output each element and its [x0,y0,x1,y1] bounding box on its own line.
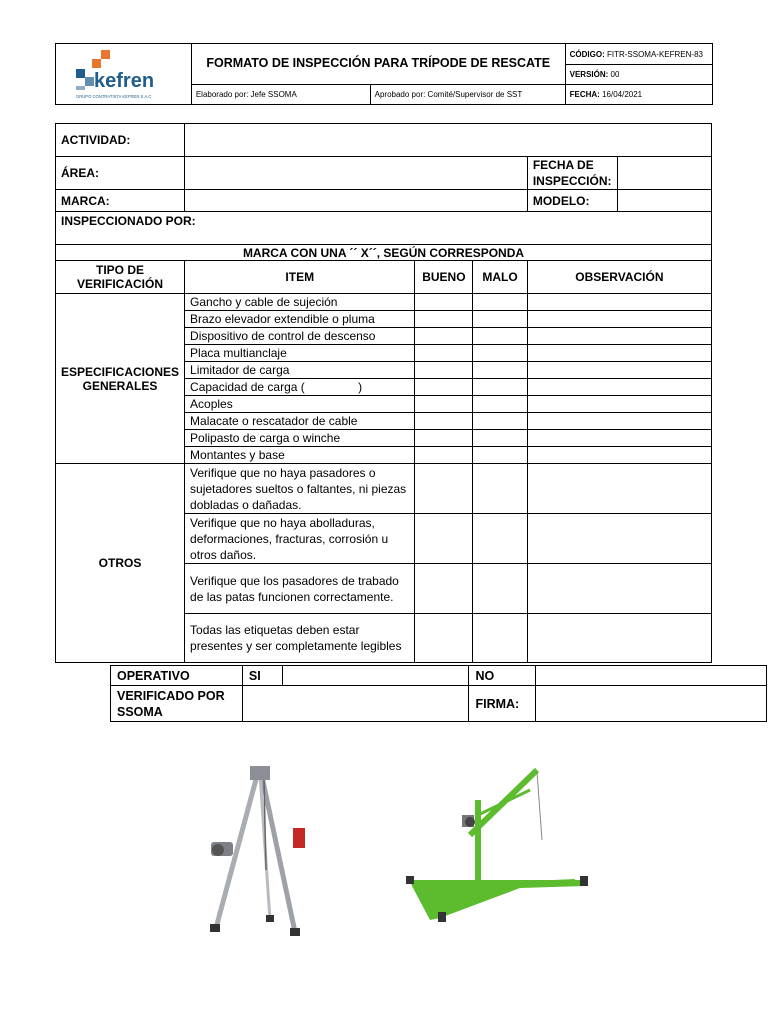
actividad-field[interactable] [185,124,712,157]
verificado-label: VERIFICADO POR SSOMA [111,686,243,722]
area-label: ÁREA: [56,157,185,190]
svg-text:kefren: kefren [94,70,155,92]
col-malo: MALO [473,261,528,294]
bueno-check[interactable] [415,430,473,447]
version-cell: VERSIÓN: 00 [565,65,712,84]
observacion-field[interactable] [527,514,711,564]
item-label: Acoples [185,396,415,413]
tripod-photo [178,760,328,940]
davit-arm-photo [400,760,600,940]
instruction-row: MARCA CON UNA ´´ X´´, SEGÚN CORRESPONDA [56,245,712,261]
operativo-label: OPERATIVO [111,666,243,686]
malo-check[interactable] [473,430,528,447]
item-label: Dispositivo de control de descenso [185,328,415,345]
observacion-field[interactable] [527,464,711,514]
item-label: Placa multianclaje [185,345,415,362]
bueno-check[interactable] [415,362,473,379]
bueno-check[interactable] [415,396,473,413]
item-label: Brazo elevador extendible o pluma [185,311,415,328]
firma-label: FIRMA: [469,686,536,722]
result-table [110,665,767,722]
observacion-field[interactable] [527,447,711,464]
observacion-field[interactable] [527,564,711,614]
observacion-field[interactable] [527,430,711,447]
malo-check[interactable] [473,379,528,396]
bueno-check[interactable] [415,564,473,614]
si-label: SI [242,666,282,686]
malo-check[interactable] [473,464,528,514]
codigo-cell: CÓDIGO: FITR-SSOMA-KEFREN-83 [565,44,712,65]
bueno-check[interactable] [415,379,473,396]
bueno-check[interactable] [415,614,473,663]
item-label: Capacidad de carga ( ) [185,379,415,396]
col-item: ITEM [185,261,415,294]
col-observacion: OBSERVACIÓN [527,261,711,294]
malo-check[interactable] [473,614,528,663]
table-row [56,294,712,311]
inspection-table [55,123,712,663]
elaborado-cell: Elaborado por: Jefe SSOMA [191,84,370,104]
malo-check[interactable] [473,328,528,345]
item-label: Verifique que no haya abolladuras, deformaciones, fracturas, corrosión u otros daños. [185,514,415,564]
malo-check[interactable] [473,564,528,614]
bueno-check[interactable] [415,328,473,345]
kefren-logo [64,47,182,101]
item-label: Malacate o rescatador de cable [185,413,415,430]
no-field[interactable] [536,666,767,686]
malo-check[interactable] [473,396,528,413]
bueno-check[interactable] [415,514,473,564]
form-title: FORMATO DE INSPECCIÓN PARA TRÍPODE DE RESCATE [191,44,565,85]
col-tipo: TIPO DE VERIFICACIÓN [56,261,185,294]
observacion-field[interactable] [527,311,711,328]
bueno-check[interactable] [415,345,473,362]
malo-check[interactable] [473,362,528,379]
header-table [55,43,713,105]
item-label: Gancho y cable de sujeción [185,294,415,311]
malo-check[interactable] [473,294,528,311]
fecha-inspeccion-label: FECHA DE INSPECCIÓN: [527,157,617,190]
observacion-field[interactable] [527,345,711,362]
item-label: Montantes y base [185,447,415,464]
modelo-field[interactable] [617,190,712,212]
marca-label: MARCA: [56,190,185,212]
inspeccionado-field[interactable]: INSPECCIONADO POR: [56,212,712,245]
col-bueno: BUENO [415,261,473,294]
observacion-field[interactable] [527,396,711,413]
logo-cell [56,44,192,105]
table-row [56,464,712,514]
malo-check[interactable] [473,345,528,362]
modelo-label: MODELO: [527,190,617,212]
si-field[interactable] [282,666,469,686]
bueno-check[interactable] [415,413,473,430]
no-label: NO [469,666,536,686]
bueno-check[interactable] [415,311,473,328]
aprobado-cell: Aprobado por: Comité/Supervisor de SST [370,84,565,104]
actividad-label: ACTIVIDAD: [56,124,185,157]
group-especificaciones: ESPECIFICACIONES GENERALES [56,294,185,464]
bueno-check[interactable] [415,447,473,464]
observacion-field[interactable] [527,294,711,311]
malo-check[interactable] [473,514,528,564]
verificado-field[interactable] [242,686,469,722]
observacion-field[interactable] [527,328,711,345]
item-label: Verifique que no haya pasadores o sujetadores sueltos o faltantes, ni piezas dobladas o dañadas. [185,464,415,514]
item-label: Todas las etiquetas deben estar presentes y ser completamente legibles [185,614,415,663]
item-label: Polipasto de carga o winche [185,430,415,447]
malo-check[interactable] [473,447,528,464]
fecha-cell: FECHA: 16/04/2021 [565,84,712,104]
area-field[interactable] [185,157,528,190]
malo-check[interactable] [473,413,528,430]
marca-field[interactable] [185,190,528,212]
observacion-field[interactable] [527,379,711,396]
bueno-check[interactable] [415,464,473,514]
fecha-inspeccion-field[interactable] [617,157,712,190]
item-label: Verifique que los pasadores de trabado de las patas funcionen correctamente. [185,564,415,614]
observacion-field[interactable] [527,614,711,663]
svg-text:GRUPO CONTRATISTA KEFREN S.A.C: GRUPO CONTRATISTA KEFREN S.A.C [76,94,152,99]
malo-check[interactable] [473,311,528,328]
item-label: Limitador de carga [185,362,415,379]
group-otros: OTROS [56,464,185,663]
observacion-field[interactable] [527,362,711,379]
observacion-field[interactable] [527,413,711,430]
firma-field[interactable] [536,686,767,722]
bueno-check[interactable] [415,294,473,311]
